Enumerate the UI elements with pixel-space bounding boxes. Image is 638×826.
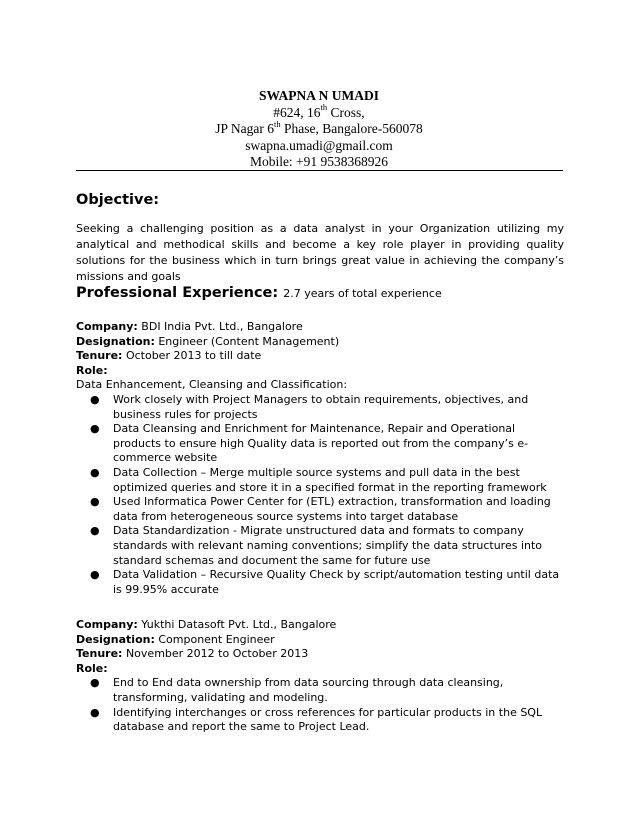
bullet-icon: ● [90, 495, 100, 509]
list-item [76, 466, 566, 495]
address-line-1-start: #624, 16 [273, 104, 321, 120]
company-value: Yukthi Datasoft Pvt. Ltd., Bangalore [141, 618, 337, 631]
bullet-icon: ● [90, 524, 100, 538]
company-label: Company: [76, 618, 138, 631]
designation-value: Engineer (Content Management) [158, 334, 340, 348]
company-value: BDI India Pvt. Ltd., Bangalore [141, 320, 303, 333]
bullet-icon: ● [90, 568, 100, 582]
job-entry-1 [76, 320, 566, 597]
address-line-1 [0, 102, 638, 122]
mobile-text: Mobile: +91 9538368926 [249, 154, 389, 170]
list-item [76, 422, 566, 466]
list-item-text: End to End data ownership from data sourcing through data cleansing, transforming, validating and modeling. [113, 676, 504, 704]
experience-summary: 2.7 years of total experience [283, 287, 442, 300]
role-row [76, 662, 566, 677]
list-item-text: Work closely with Project Managers to obtain requirements, objectives, and business rules for projects [113, 392, 529, 421]
address-line-2-end: Phase, Bangalore-560078 [280, 121, 423, 137]
role-row [76, 364, 566, 379]
company-row [76, 618, 566, 633]
list-item-text: Data Cleansing and Enrichment for Maintenance, Repair and Operational products to ensure high Quality data is reported out from the company’s e-commerce website [113, 422, 529, 465]
list-item-text: Data Standardization - Migrate unstructured data and formats to company standards with relevant naming conventions; simplify the data structures into standard schemas and document the same for future use [113, 524, 543, 567]
job-entry-2 [76, 618, 566, 735]
bullet-icon: ● [90, 422, 100, 436]
designation-row [76, 633, 566, 648]
company-row [76, 320, 566, 335]
role-intro: Data Enhancement, Cleansing and Classification: [76, 378, 348, 392]
email-text: swapna.umadi@gmail.com [245, 137, 393, 153]
list-item-text: Data Collection – Merge multiple source systems and pull data in the best optimized queries and store it in a specified format in the reporting framework [113, 465, 547, 494]
role-bullet-list [76, 393, 566, 597]
list-item [76, 495, 566, 524]
list-item [76, 568, 566, 597]
bullet-icon: ● [90, 392, 100, 406]
designation-value: Component Engineer [158, 632, 275, 646]
contact-header [0, 88, 638, 171]
address-line-1-sup: th [320, 102, 328, 113]
role-bullet-list [76, 676, 566, 734]
address-line-2 [0, 118, 638, 138]
list-item [76, 706, 566, 735]
tenure-value: November 2012 to October 2013 [125, 647, 309, 661]
list-item [76, 393, 566, 422]
experience-heading [76, 285, 442, 301]
designation-row [76, 335, 566, 350]
company-label: Company: [76, 320, 138, 333]
bullet-icon: ● [90, 705, 100, 719]
tenure-row [76, 647, 566, 662]
list-item-text: Identifying interchanges or cross references for particular products in the SQL database and report the same to Project Lead. [113, 705, 543, 734]
designation-label: Designation: [76, 632, 155, 646]
experience-heading-label: Professional Experience: [76, 285, 279, 301]
tenure-label: Tenure: [76, 647, 123, 661]
list-item-text: Used Informatica Power Center for (ETL) extraction, transformation and loading data from heterogeneous source systems into target database [113, 495, 551, 523]
objective-heading: Objective: [76, 192, 160, 208]
candidate-name: SWAPNA N UMADI [258, 88, 379, 103]
list-item [76, 524, 566, 568]
bullet-icon: ● [90, 676, 100, 690]
list-item-text: Data Validation – Recursive Quality Check by script/automation testing until data is 99.95% accurate [113, 568, 560, 596]
role-label: Role: [76, 363, 108, 377]
tenure-label: Tenure: [76, 349, 123, 363]
header-divider [76, 170, 563, 171]
designation-label: Designation: [76, 334, 155, 348]
bullet-icon: ● [90, 465, 100, 479]
address-line-2-sup: th [274, 118, 281, 129]
objective-text: Seeking a challenging position as a data analyst in your Organization utilizing my analytical and methodical skills and become a key role player in providing quality solutions for the business which in turn brings great value in achieving the company’s missions and goals [76, 222, 564, 283]
tenure-value: October 2013 to till date [125, 349, 262, 363]
address-line-1-end: Cross, [327, 104, 365, 120]
list-item [76, 676, 566, 705]
tenure-row [76, 349, 566, 364]
role-label: Role: [76, 661, 108, 675]
address-line-2-start: JP Nagar 6 [215, 121, 275, 137]
